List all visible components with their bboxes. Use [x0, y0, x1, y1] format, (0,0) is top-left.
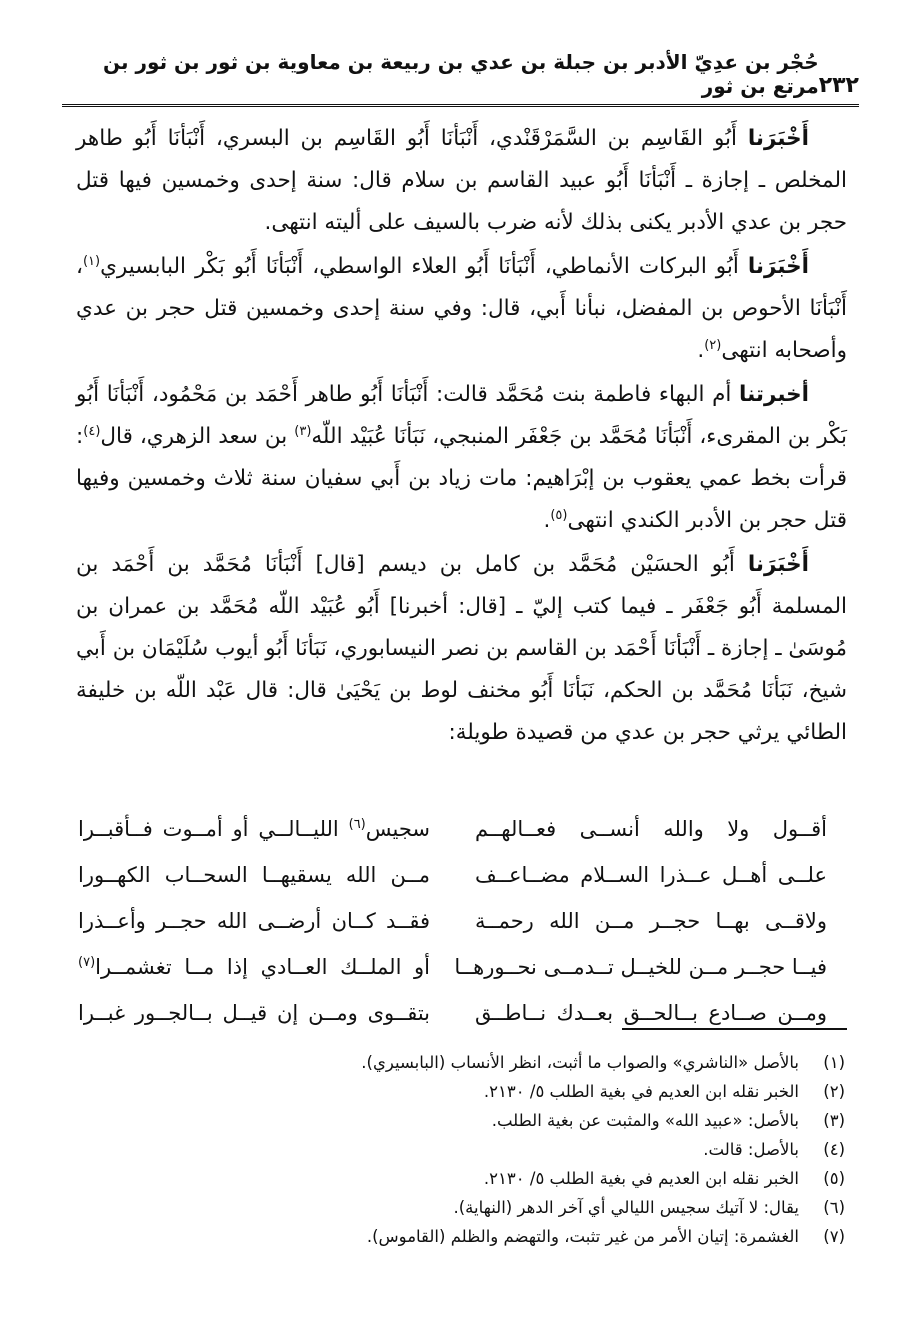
footnote — [80, 1135, 845, 1164]
paragraph-text: . — [543, 508, 551, 533]
verse-first-hemistich: ولاقــى بهــا حجــر مــن الله رحمــة — [474, 909, 827, 933]
verse-second-hemistich: بتقــوى ومــن إن قيــل بــالجــور غبــرا — [78, 1001, 431, 1025]
page-header — [62, 50, 859, 107]
footnote-number: (٣) — [823, 1111, 845, 1130]
footnote-ref: (٢) — [704, 337, 722, 353]
footnote-number: (٧) — [823, 1227, 845, 1246]
poem — [78, 806, 827, 1036]
running-title: حُجْر بن عدِيّ الأدبر بن جبلة بن عدي بن ربيعة بن معاوية بن ثور بن ثور بن مرتع بن ثور — [103, 50, 819, 98]
footnotes — [80, 1048, 845, 1251]
footnote-ref: (٤) — [83, 423, 101, 439]
verse-second-hemistich: مــن الله يسقيهــا السحــاب الكهــورا — [78, 863, 431, 887]
footnote-number: (٤) — [823, 1140, 845, 1159]
poem-verse — [78, 852, 827, 898]
poem-verse — [78, 806, 827, 852]
paragraph-text: أَبُو البركات الأنماطي، أَنْبَأنَا أَبُو العلاء الواسطي، أَنْبَأنَا أَبُو بَكْر البابسيري — [100, 254, 748, 279]
footnote-text: بالأصل: «عبيد الله» والمثبت عن بغية الطلب. — [491, 1111, 799, 1130]
paragraph-text: ، أَنْبَأنَا الأحوص بن المفضل، نبأنا أَبي، قال: وفي سنة إحدى وخمسين قتل حجر بن عدي وأصحابه انتهى — [76, 254, 847, 363]
paragraph-text: أم البهاء فاطمة بنت مُحَمَّد قالت: أَنْبَأنَا أَبُو طاهر أَحْمَد بن مَحْمُود، أَنْبَأنَا أَبُو بَكْر بن المقرىء، أَنْبَأنَا مُحَمَّد بن جَعْفَر المنبجي، نَبَأنَا عُبَيْد اللّه — [76, 382, 848, 449]
footnote-text: بالأصل: قالت. — [703, 1140, 799, 1159]
footnote-text: يقال: لا آتيك سجيس الليالي أي آخر الدهر (النهاية). — [453, 1198, 799, 1217]
paragraph — [76, 374, 847, 542]
paragraph-lead-word: أَخْبَرَنا — [747, 552, 809, 577]
paragraph-text: أَبُو الحسَيْن مُحَمَّد بن كامل بن ديسم [قال] أَنْبَأنَا مُحَمَّد بن أَحْمَد بن المسلمة أَبُو جَعْفَر ـ فيما كتب إليّ ـ [قال: أخبرنا] أَبُو عُبَيْد اللّه مُحَمَّد بن عمران بن مُوسَىٰ ـ إجازة ـ أَنْبَأنَا أَحْمَد بن القاسم بن نصر النيسابوري، نَبَأنَا أَبُو أيوب سُلَيْمَان بن أَبي شيخ، نَبَأنَا مُحَمَّد بن الحكم، نَبَأنَا أَبُو مخنف لوط بن يَحْيَىٰ قال: قال عَبْد اللّه بن خليفة الطائي يرثي حجر بن عدي من قصيدة طويلة: — [76, 552, 847, 745]
footnote-text: الغشمرة: إتيان الأمر من غير تثبت، والتهضم والظلم (القاموس). — [366, 1227, 799, 1246]
poem-verse — [78, 898, 827, 944]
paragraph — [76, 544, 847, 754]
verse-first-hemistich: فيــا حجــر مــن للخيــل تــدمــى نحــورهــا — [454, 955, 827, 979]
footnote — [80, 1164, 845, 1193]
footnote-ref: (١) — [82, 253, 101, 269]
footnote — [80, 1193, 845, 1222]
main-text — [76, 118, 847, 756]
verse-second-hemistich: سجيس$^{(٦)}$ الليــالــي أو أمــوت فــأقبــرا — [78, 817, 431, 841]
footnote-text: الخبر نقله ابن العديم في بغية الطلب ٥/ ٢١٣٠. — [483, 1169, 799, 1188]
paragraph-text: : قرأت بخط عمي يعقوب بن إبْرَاهيم: مات زياد بن أَبي سفيان سنة ثلاث وخمسين وفيها قتل حجر بن الأدبر الكندي انتهى — [76, 424, 847, 533]
footnote — [80, 1077, 845, 1106]
paragraph-lead-word: أَخْبَرَنا — [747, 126, 809, 151]
paragraph — [76, 246, 847, 372]
paragraph-lead-word: أخبرتنا — [739, 382, 809, 407]
verse-first-hemistich: أقــول ولا والله أنســى فعــالهــم — [474, 817, 827, 841]
footnote-ref: (٥) — [550, 507, 568, 523]
footnote-text: بالأصل «الناشري» والصواب ما أثبت، انظر الأنساب (البابسيري). — [361, 1053, 799, 1072]
verse-first-hemistich: ومــن صــادع بــالحــق بعــدك نــاطــق — [474, 1001, 827, 1025]
footnote-number: (٢) — [823, 1082, 845, 1101]
footnote-ref: (٣) — [294, 423, 312, 439]
footnote — [80, 1222, 845, 1251]
verse-second-hemistich: فقــد كــان أرضــى الله حجــر وأعــذرا — [78, 909, 431, 933]
paragraph-lead-word: أَخْبَرَنا — [747, 254, 809, 279]
footnote-ref: (٧) — [78, 955, 96, 970]
verse-second-hemistich: أو الملــك العــادي إذا مــا تغشمــرا$^{(٧)}$ — [78, 955, 431, 979]
paragraph — [76, 118, 847, 244]
poem-verse — [78, 944, 827, 990]
page-number: ٢٣٢ — [818, 73, 859, 98]
paragraph-text: بن سعد الزهري، قال — [100, 424, 295, 449]
footnote — [80, 1106, 845, 1135]
footnote-text: الخبر نقله ابن العديم في بغية الطلب ٥/ ٢١٣٠. — [483, 1082, 799, 1101]
footnote-number: (٥) — [823, 1169, 845, 1188]
footnote-number: (٦) — [823, 1198, 845, 1217]
footnote-divider — [622, 1028, 847, 1030]
paragraph-text: . — [697, 338, 705, 363]
footnote-number: (١) — [823, 1053, 845, 1072]
paragraph-text: أَبُو القَاسِم بن السَّمَرْقَنْدي، أَنْبَأنَا أَبُو القَاسِم بن البسري، أَنْبَأنَا أَبُو طاهر المخلص ـ إجازة ـ أَنْبَأنَا أَبُو عبيد القاسم بن سلام قال: سنة إحدى وخمسين فيها قتل حجر بن عدي الأدبر يكنى بذلك لأنه ضرب بالسيف على أليته انتهى. — [76, 126, 847, 235]
footnote-ref: (٦) — [348, 817, 366, 832]
footnote — [80, 1048, 845, 1077]
verse-first-hemistich: علــى أهــل عــذرا الســلام مضــاعــف — [474, 863, 827, 887]
